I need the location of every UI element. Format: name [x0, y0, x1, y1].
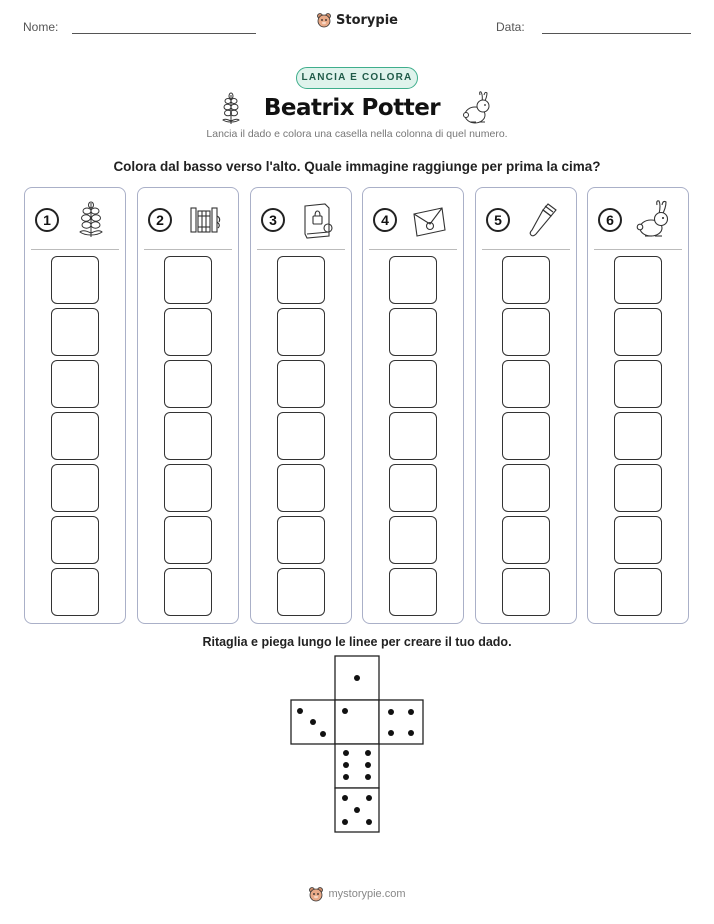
color-cell[interactable]: [164, 464, 212, 512]
color-cell[interactable]: [502, 360, 550, 408]
column-divider: [482, 249, 570, 250]
pip: [310, 719, 316, 725]
column-1: [24, 187, 126, 624]
coloring-instruction: Colora dal basso verso l'alto. Quale immagine raggiunge per prima la cima?: [113, 159, 601, 174]
storypie-mascot-icon: [316, 12, 332, 28]
die-face-right: [379, 700, 423, 744]
color-cell[interactable]: [614, 568, 662, 616]
column-divider: [144, 249, 232, 250]
foxglove-icon: [220, 91, 242, 125]
pip: [342, 708, 348, 714]
activity-badge: LANCIA E COLORA: [296, 67, 418, 89]
color-cell[interactable]: [164, 308, 212, 356]
color-cell[interactable]: [614, 308, 662, 356]
column-number: 5: [486, 208, 510, 232]
pip: [388, 730, 394, 736]
color-cell[interactable]: [502, 464, 550, 512]
name-line: [72, 33, 256, 34]
garden-gate-icon: [186, 200, 222, 240]
color-cell[interactable]: [389, 256, 437, 304]
color-cell[interactable]: [502, 308, 550, 356]
color-cell[interactable]: [277, 412, 325, 460]
pip: [365, 774, 371, 780]
pip: [366, 819, 372, 825]
title-row: [0, 89, 714, 127]
color-cell[interactable]: [164, 360, 212, 408]
die-instruction: Ritaglia e piega lungo le linee per creare il tuo dado.: [202, 635, 512, 649]
color-cell[interactable]: [502, 256, 550, 304]
column-number: 4: [373, 208, 397, 232]
color-cell[interactable]: [389, 464, 437, 512]
color-cell[interactable]: [164, 256, 212, 304]
color-cell[interactable]: [502, 568, 550, 616]
color-cell[interactable]: [51, 568, 99, 616]
foxglove-flower-icon: [73, 200, 109, 240]
color-cell[interactable]: [277, 256, 325, 304]
die-net: [290, 655, 426, 835]
pip: [297, 708, 303, 714]
column-4: [362, 187, 464, 624]
color-cell[interactable]: [614, 256, 662, 304]
color-cell[interactable]: [51, 308, 99, 356]
envelope-letter-icon: [411, 200, 447, 240]
paintbrush-icon: [524, 200, 560, 240]
color-cell[interactable]: [51, 256, 99, 304]
storypie-logo: [0, 12, 714, 28]
color-cell[interactable]: [502, 412, 550, 460]
column-number: 6: [598, 208, 622, 232]
pip: [366, 795, 372, 801]
color-cell[interactable]: [51, 464, 99, 512]
color-cell[interactable]: [614, 464, 662, 512]
column-2: [137, 187, 239, 624]
color-cell[interactable]: [164, 516, 212, 564]
pip: [343, 774, 349, 780]
color-cell[interactable]: [614, 360, 662, 408]
logo-text: Storypie: [336, 12, 398, 28]
pip: [354, 807, 360, 813]
column-divider: [31, 249, 119, 250]
pip: [354, 675, 360, 681]
column-divider: [369, 249, 457, 250]
pip: [408, 730, 414, 736]
column-6: [587, 187, 689, 624]
locked-book-icon: [299, 200, 335, 240]
pip: [343, 750, 349, 756]
color-cell[interactable]: [389, 516, 437, 564]
rabbit-title-icon: [462, 91, 494, 125]
color-cell[interactable]: [389, 412, 437, 460]
pip: [342, 819, 348, 825]
date-label: Data:: [496, 20, 525, 34]
pip: [408, 709, 414, 715]
footer: [0, 886, 714, 902]
color-cell[interactable]: [51, 360, 99, 408]
pip: [320, 731, 326, 737]
color-cell[interactable]: [51, 412, 99, 460]
color-cell[interactable]: [614, 516, 662, 564]
column-number: 3: [261, 208, 285, 232]
pip: [342, 795, 348, 801]
pip: [388, 709, 394, 715]
color-cell[interactable]: [277, 516, 325, 564]
pip: [365, 750, 371, 756]
color-cell[interactable]: [277, 464, 325, 512]
color-cell[interactable]: [277, 308, 325, 356]
color-cell[interactable]: [51, 516, 99, 564]
pip: [365, 762, 371, 768]
subtitle: Lancia il dado e colora una casella nella colonna di quel numero.: [206, 128, 508, 140]
die-face-center: [335, 700, 379, 744]
date-line: [542, 33, 691, 34]
pip: [343, 762, 349, 768]
die-face-lower: [335, 744, 379, 788]
page-title: Beatrix Potter: [263, 95, 441, 121]
footer-url: mystorypie.com: [328, 888, 406, 900]
color-cell[interactable]: [277, 568, 325, 616]
color-cell[interactable]: [164, 412, 212, 460]
column-divider: [257, 249, 345, 250]
column-5: [475, 187, 577, 624]
color-cell[interactable]: [389, 360, 437, 408]
column-number: 2: [148, 208, 172, 232]
color-cell[interactable]: [164, 568, 212, 616]
rabbit-icon: [636, 200, 672, 240]
color-cell[interactable]: [389, 568, 437, 616]
color-cell[interactable]: [277, 360, 325, 408]
color-cell[interactable]: [389, 308, 437, 356]
storypie-mascot-icon: [308, 886, 324, 902]
column-number: 1: [35, 208, 59, 232]
color-cell[interactable]: [502, 516, 550, 564]
column-3: [250, 187, 352, 624]
color-cell[interactable]: [614, 412, 662, 460]
name-label: Nome:: [23, 20, 59, 34]
column-divider: [594, 249, 682, 250]
